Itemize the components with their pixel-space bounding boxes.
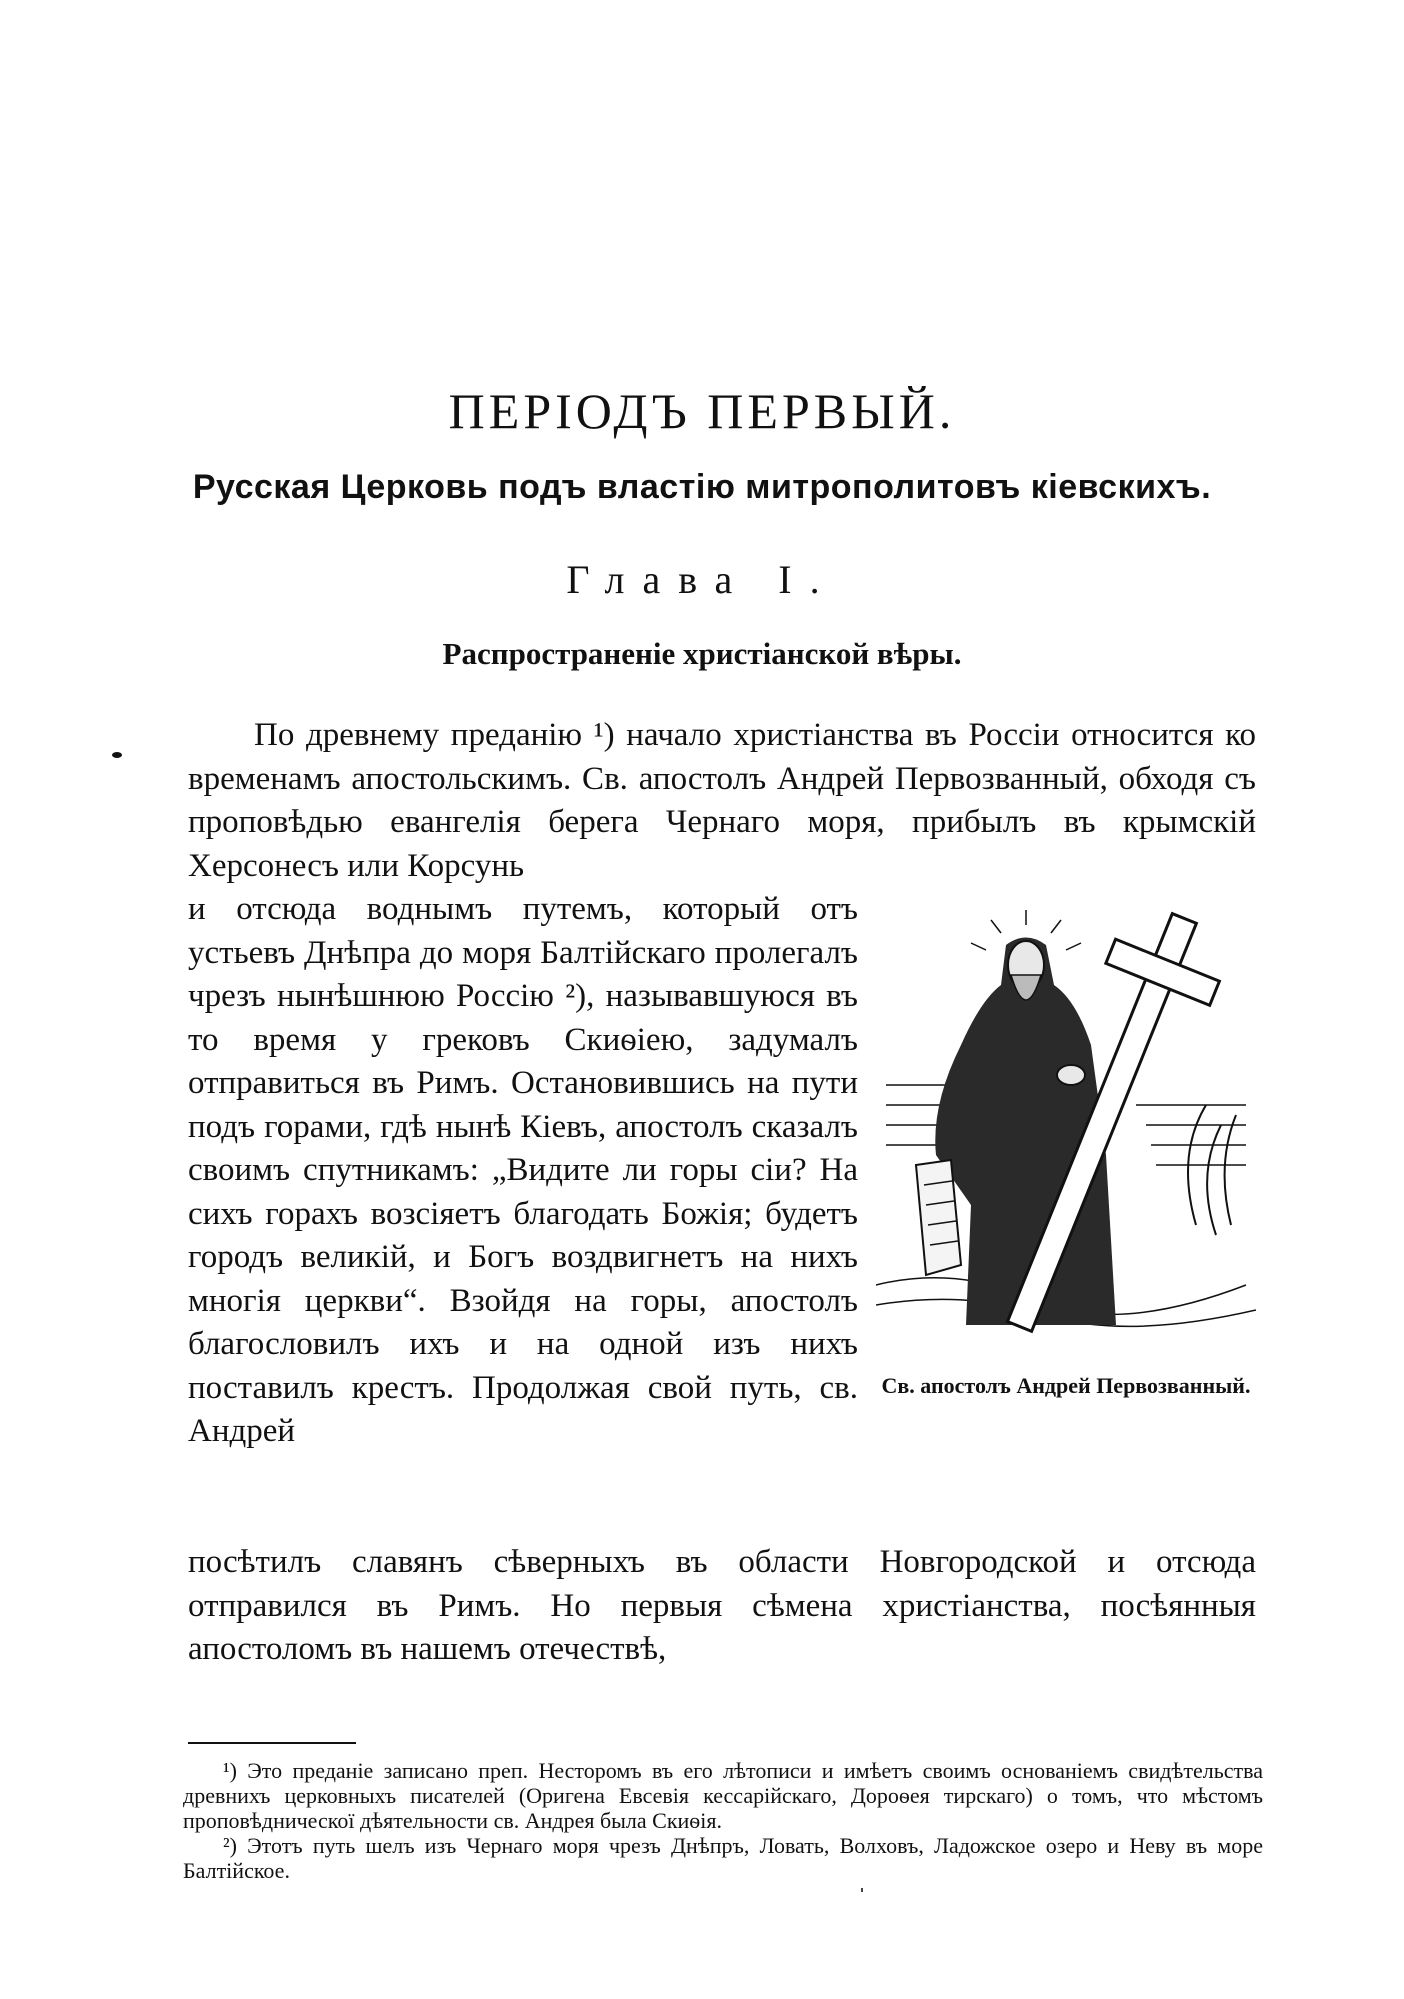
chapter-heading: Глава I. <box>566 557 838 602</box>
apostle-andrew-illustration <box>876 905 1256 1365</box>
paragraph-continuation: посѣтилъ славянъ сѣверныхъ въ области Новгородской и отсюда отправился въ Римъ. Но первыя сѣмена христіанства, посѣянныя апостоломъ въ нашемъ отечествѣ, <box>188 1544 1256 1667</box>
footnote-1-text: ¹) Это преданіе записано преп. Несторомъ въ его лѣтописи и имѣетъ своимъ основаніемъ свидѣтельства древнихъ церковныхъ писателей (Оригена Евсевія кессарійскаго, Дороѳея тирскаго) о томъ, что мѣстомъ проповѣдническої дѣятельности св. Андрея была Скиѳія. <box>183 1758 1263 1833</box>
footnote-rule <box>188 1742 356 1744</box>
period-heading: ПЕРІОДЪ ПЕРВЫЙ. <box>448 383 956 439</box>
scan-speck-bottom <box>861 1888 863 1892</box>
footnotes <box>183 1758 1263 1883</box>
footnote-2 <box>183 1833 1263 1883</box>
footnote-2-text: ²) Этотъ путь шелъ изъ Чернаго моря чрезъ Днѣпръ, Ловать, Волховъ, Ладожское озеро и Неву въ море Балтійское. <box>183 1833 1263 1883</box>
scan-speck <box>112 752 122 758</box>
period-subtitle: Русская Церковь подъ властію митрополитовъ кіевскихъ. <box>192 468 1212 506</box>
footnote-1 <box>183 1758 1263 1833</box>
paragraph-intro: По древнему преданію ¹) начало христіанства въ Россіи относится ко временамъ апостольскимъ. Св. апостолъ Андрей Первозванный, обходя съ проповѣдью евангелія берега Чернаго моря, прибылъ въ крымскій Херсонесъ или Корсунь <box>188 717 1256 884</box>
figure-caption: Св. апостолъ Андрей Первозванный. <box>881 1373 1251 1398</box>
section-title: Распространеніе христіанской вѣры. <box>442 636 962 671</box>
illustration-figure <box>876 905 1256 1465</box>
paragraph-column: и отсюда воднымъ путемъ, который отъ устьевъ Днѣпра до моря Балтійскаго пролегалъ чрезъ нынѣшнюю Россію ²), называвшуюся въ то время у грековъ Скиѳіею, задумалъ отправиться въ Римъ. Остановившись на пути подъ горами, гдѣ нынѣ Кіевъ, апостолъ сказалъ своимъ спутникамъ: „Видите ли горы сіи? На сихъ горахъ возсіяетъ благодать Божія; будетъ городъ великій, и Богъ воздвигнетъ на нихъ многія церкви“. Взойдя на горы, апостолъ благословилъ ихъ и на одной изъ нихъ поставилъ крестъ. Продолжая свой путь, св. Андрей <box>188 891 858 1449</box>
